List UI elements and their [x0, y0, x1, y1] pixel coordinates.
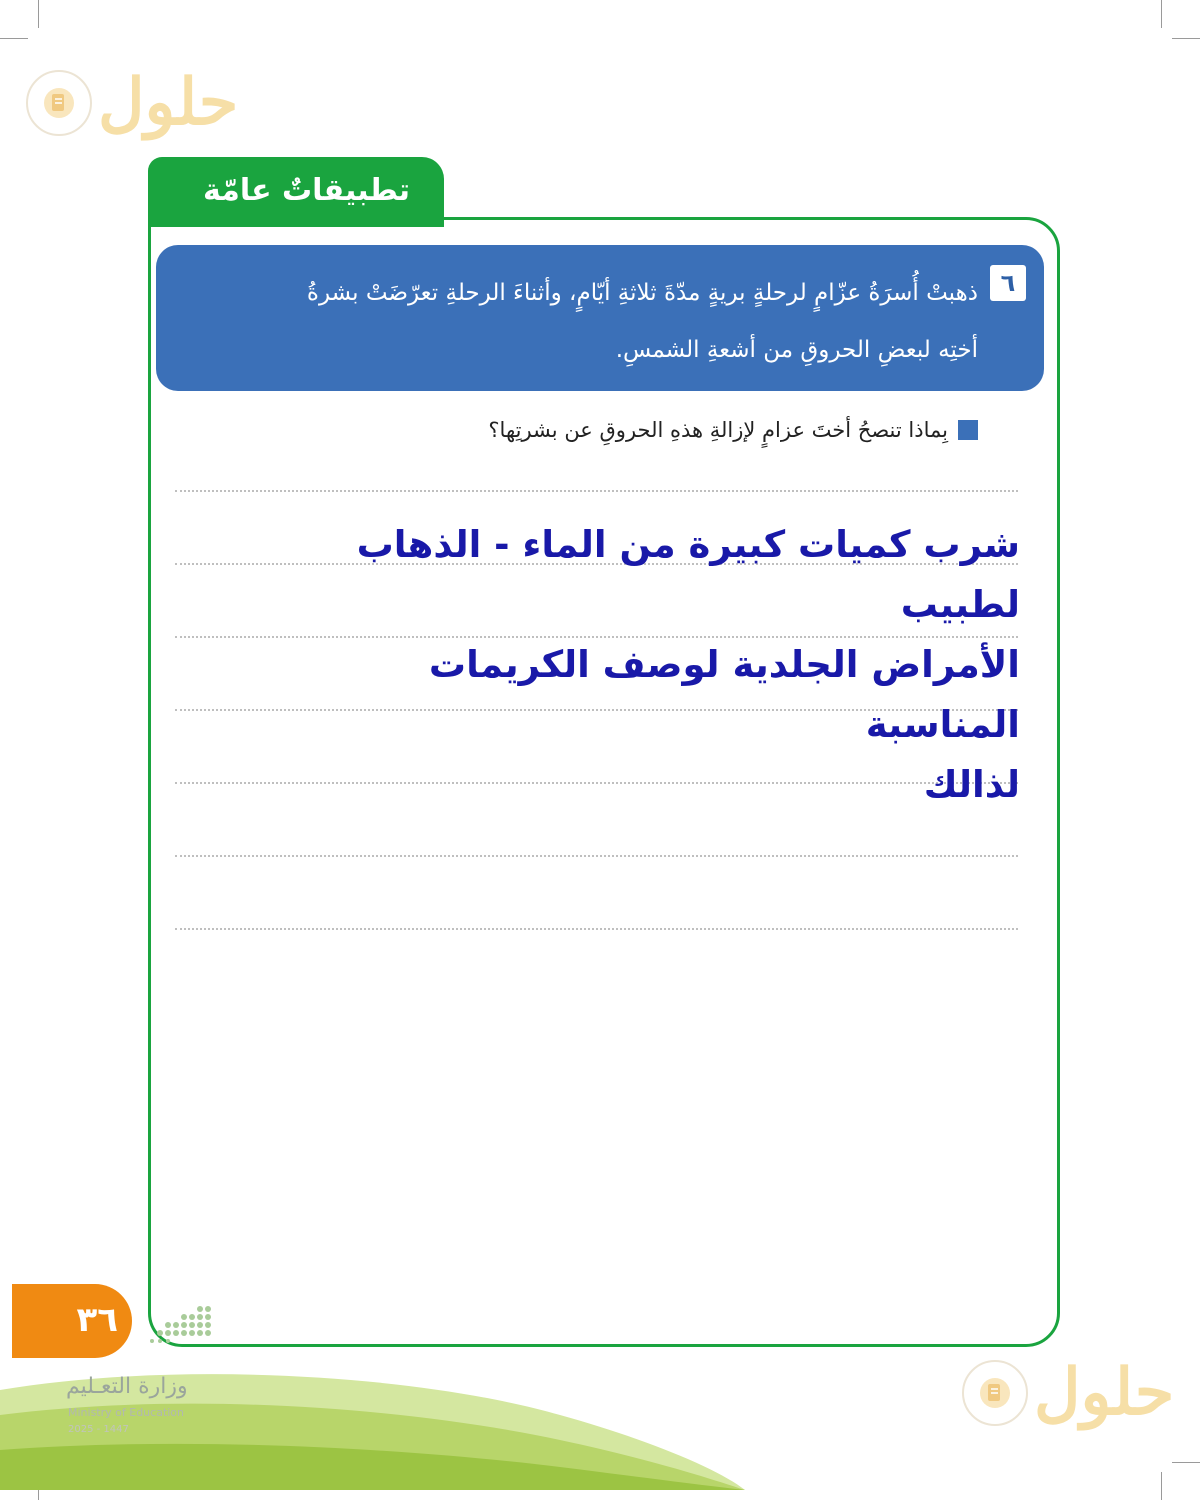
- answer-line: [175, 855, 1018, 857]
- answer-line-1: شرب كميات كبيرة من الماء - الذهاب لطبيب: [356, 523, 1020, 626]
- sub-question-text: بِماذا تنصحُ أختَ عزامٍ لإزالةِ هذهِ الحروقِ عن بشرتِها؟: [488, 418, 948, 442]
- sub-question: [488, 418, 978, 442]
- watermark-text: حلول: [98, 65, 239, 140]
- section-title: تطبيقاتٌ عامّة: [203, 173, 410, 208]
- question-line-2: أختِه لبعضِ الحروقِ من أشعةِ الشمسِ.: [615, 337, 978, 363]
- question-line-1: ذهبتْ أُسرَةُ عزّامٍ لرحلةٍ بريةٍ مدّةَ ثلاثةِ أيّامٍ، وأثناءَ الرحلةِ تعرّضَتْ بشرةُ: [306, 280, 978, 306]
- crop-mark: [1172, 1462, 1200, 1463]
- ministry-name-arabic: وزارة التعـليم: [66, 1374, 188, 1399]
- watermark-text: حلول: [1034, 1355, 1175, 1430]
- crop-mark: [1161, 1472, 1162, 1500]
- watermark-logo: [26, 65, 239, 140]
- crop-mark: [1172, 38, 1200, 39]
- answer-line: [175, 928, 1018, 930]
- crop-mark: [1161, 0, 1162, 28]
- handwritten-answer: [335, 515, 1020, 815]
- answer-line: [175, 490, 1018, 492]
- question-text: [204, 265, 978, 379]
- ministry-year: 2025 - 1447: [68, 1424, 129, 1435]
- question-number: ٦: [990, 265, 1026, 301]
- answer-line-2: الأمراض الجلدية لوصف الكريمات المناسبة: [428, 643, 1020, 746]
- page-number: ٣٦: [76, 1300, 118, 1340]
- crop-mark: [38, 0, 39, 28]
- watermark-logo: [962, 1355, 1175, 1430]
- book-icon: [26, 70, 92, 136]
- section-tab: [148, 157, 444, 227]
- page-number-badge: [12, 1284, 132, 1358]
- answer-line-3: لذالك: [923, 763, 1020, 806]
- question-header: [156, 245, 1044, 391]
- square-bullet-icon: [958, 420, 978, 440]
- book-icon: [962, 1360, 1028, 1426]
- crop-mark: [0, 38, 28, 39]
- ministry-dots-logo: [150, 1305, 212, 1345]
- ministry-name-english: Ministry of Education: [68, 1406, 185, 1419]
